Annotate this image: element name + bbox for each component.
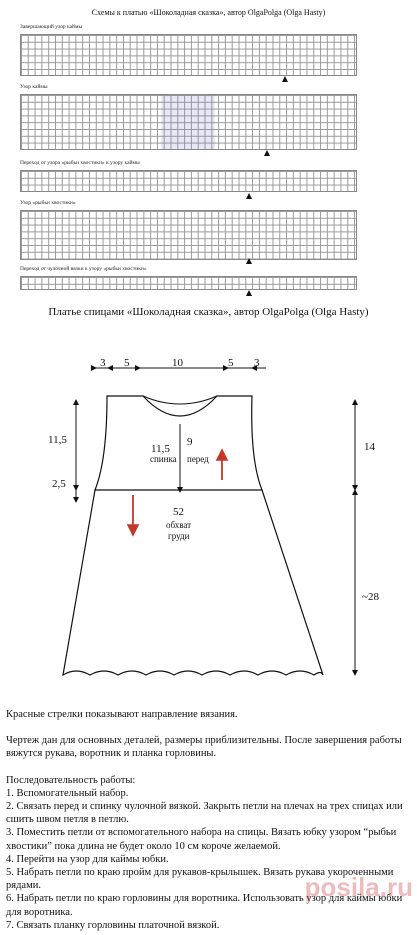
dim-right-28: ~28 (362, 591, 379, 603)
drawing-note: Чертеж дан для основных деталей, размеры приблизительны. После завершения работы вяжутся рукава, воротник и планка горловины. (6, 735, 402, 760)
section-label-transition-fishtails: Переход от чулочной вязки к узору «рыбьи хвостики» (20, 266, 147, 272)
back-label: спинка (150, 454, 177, 464)
dim-top-5-left: 5 (124, 357, 130, 369)
step-item: 4. Перейти на узор для каймы юбки. (6, 853, 169, 865)
chest-label-2: груди (168, 531, 190, 541)
dim-chest-52: 52 (173, 506, 184, 518)
watermark-logo: posila.ru (304, 872, 413, 902)
section-label-border: Узор каймы (20, 84, 48, 90)
dim-top-3-left: 3 (100, 357, 106, 369)
back-neckline (143, 396, 217, 404)
dim-right-14: 14 (364, 441, 375, 453)
dim-top-5-right: 5 (228, 357, 234, 369)
chart-transition-fishtails (20, 276, 357, 290)
skirt-outline (63, 490, 323, 675)
bodice-outline (95, 396, 262, 490)
chart-marker-icon (264, 150, 270, 156)
front-label: перед (187, 454, 209, 464)
step-item: 2. Связать перед и спинку чулочной вязкой. Закрыть петли на плечах на трех спицах или сшить швом петля в петлю. (6, 801, 403, 826)
chart-marker-icon (246, 258, 252, 264)
arrows-note: Красные стрелки показывают направление вязания. (6, 709, 238, 720)
chart-marker-icon (246, 290, 252, 296)
dim-front-9: 9 (187, 436, 193, 448)
steps-heading: Последовательность работы: (6, 774, 136, 786)
dim-left-2-5: 2,5 (52, 478, 66, 490)
dim-left-11-5: 11,5 (48, 434, 67, 446)
chart-highlight (161, 95, 215, 149)
dim-back-11-5: 11,5 (151, 443, 170, 455)
section-label-transition-border: Переход от узора «рыбьи хвостики» к узору каймы (20, 160, 140, 166)
dim-top-3-right: 3 (254, 357, 260, 369)
dress-schematic (0, 340, 417, 705)
chart-final-border (20, 34, 357, 76)
step-item: 1. Вспомогательный набор. (6, 787, 129, 799)
section-label-final-border: Завершающий узор каймы (20, 24, 83, 30)
charts-title: Схемы к платью «Шоколадная сказка», автор OlgaPolga (Olga Hasty) (91, 8, 326, 17)
section-label-fishtails: Узор «рыбьи хвостики» (20, 200, 76, 206)
dress-title: Платье спицами «Шоколадная сказка», автор OlgaPolga (Olga Hasty) (48, 306, 369, 318)
step-item: 7. Связать планку горловины платочной вязкой. (6, 919, 220, 931)
step-item: 6. Набрать петли по краю горловины для воротника. Использовать узор для каймы юбки для воротника. (6, 893, 403, 918)
step-item: 3. Поместить петли от вспомогательного набора на спицы. Вязать юбку узором “рыбьи хвостики” пока длина не будет около 10 см короче желаемой. (6, 827, 397, 852)
chest-label-1: обхват (166, 520, 192, 530)
chart-transition-border (20, 170, 357, 192)
dim-top-10: 10 (172, 357, 183, 369)
step-item: 5. Набрать петли по краю пройм для рукавов-крылышек. Вязать рукава укороченными рядами. (6, 867, 394, 892)
chart-marker-icon (246, 193, 252, 199)
chart-border (20, 94, 357, 150)
chart-fishtails (20, 210, 357, 260)
chart-marker-icon (282, 76, 288, 82)
